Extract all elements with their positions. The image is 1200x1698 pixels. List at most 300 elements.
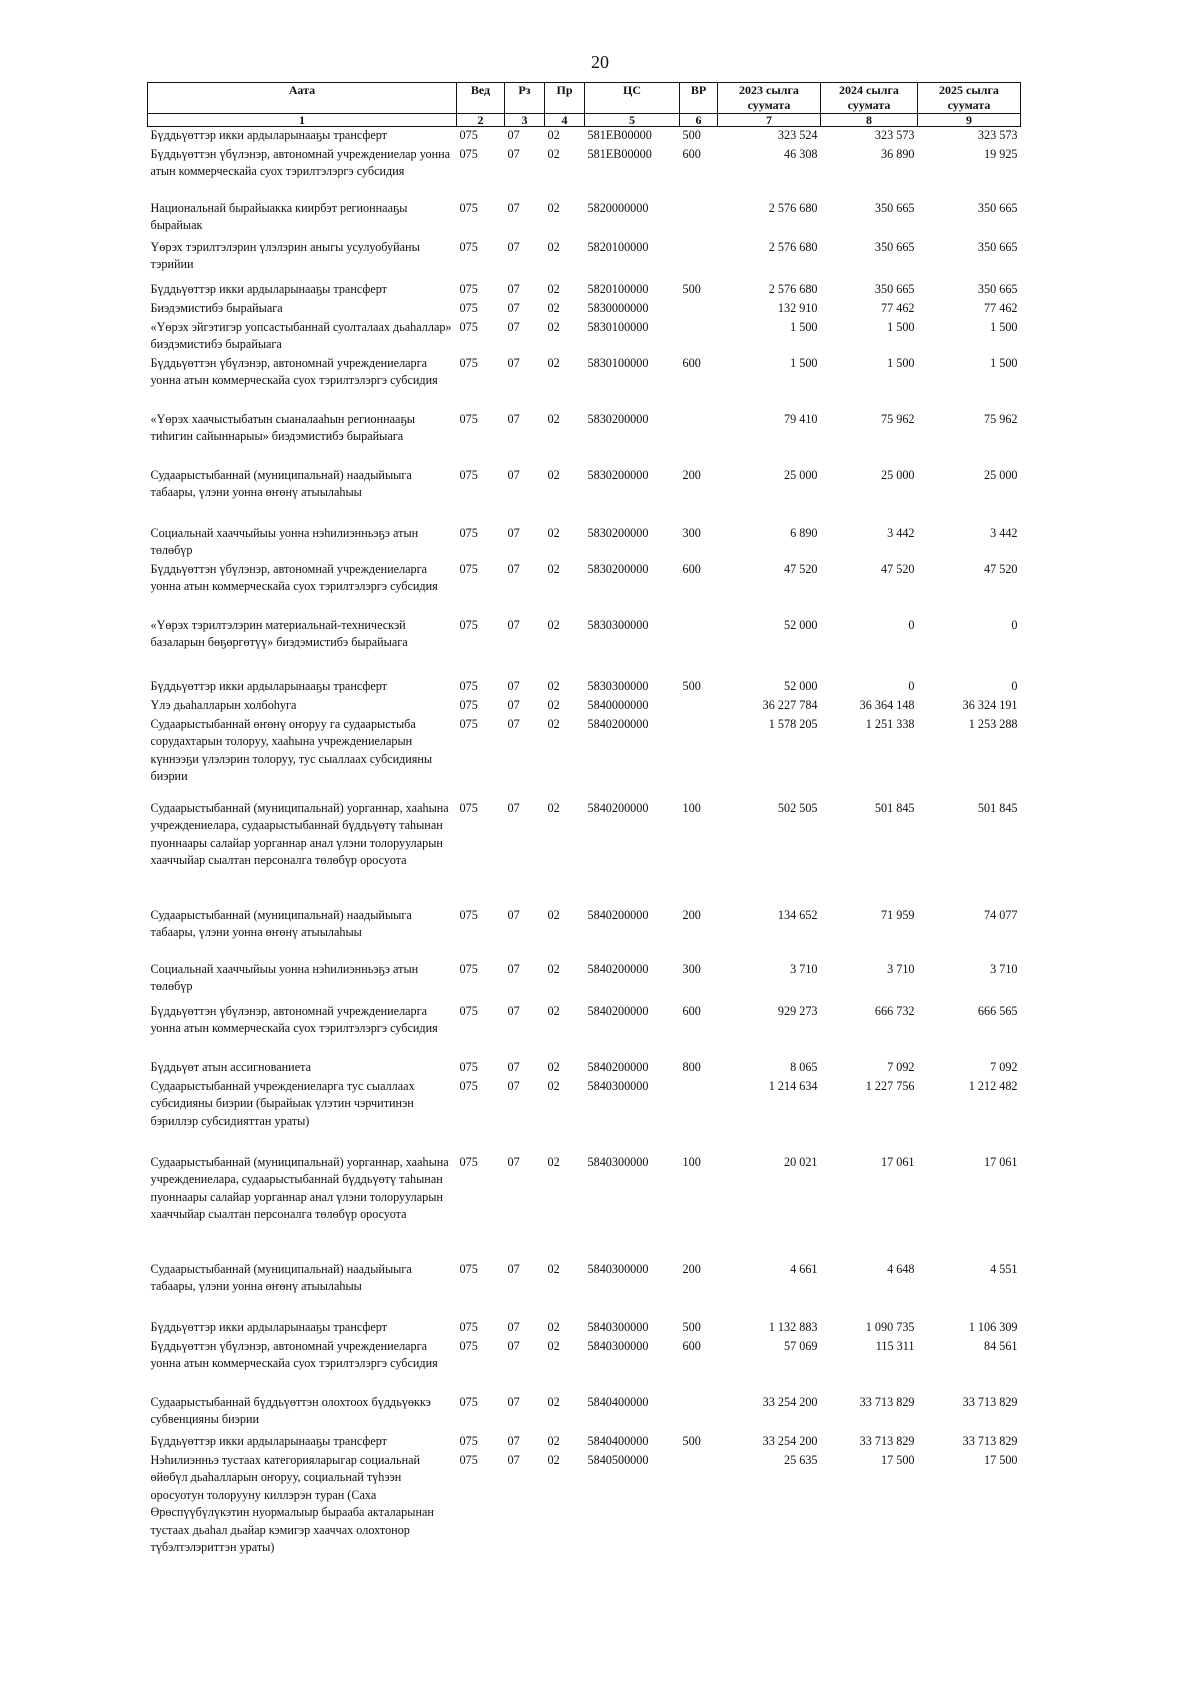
row-vr bbox=[680, 411, 718, 467]
row-cs: 5830200000 bbox=[587, 411, 649, 426]
row-amount-2025: 33 713 829 bbox=[962, 1394, 1018, 1409]
row-amount-2025: 350 665 bbox=[977, 200, 1018, 215]
row-amount-2025: 3 442 bbox=[990, 525, 1018, 540]
row-rz: 07 bbox=[507, 1078, 520, 1093]
row-rz: 07 bbox=[507, 678, 520, 693]
row-amount-2024: 3 710 bbox=[887, 961, 915, 976]
row-pr: 02 bbox=[547, 239, 560, 254]
row-name: Судаарыстыбаннай өҥөнү оҥоруу га судаарыстыба сорудахтарын толоруу, хааһына учреждениеларын күннээҕи үлэлэрин толоруу, тус сыаллаах субсидияны биэрии bbox=[150, 716, 433, 783]
row-cs: 5840000000 bbox=[587, 697, 649, 712]
row-cs: 5840500000 bbox=[587, 1452, 649, 1467]
row-amount-2023: 1 578 205 bbox=[768, 716, 818, 731]
row-amount-2023: 79 410 bbox=[783, 411, 818, 426]
row-amount-2025: 1 212 482 bbox=[968, 1078, 1018, 1093]
column-number: 4 bbox=[545, 114, 585, 127]
row-pr: 02 bbox=[547, 200, 560, 215]
row-amount-2024: 1 090 735 bbox=[865, 1319, 915, 1334]
row-cs: 5820100000 bbox=[587, 281, 649, 296]
row-vr: 600 bbox=[682, 355, 701, 370]
row-cs: 5830300000 bbox=[587, 678, 649, 693]
row-ved: 075 bbox=[459, 319, 478, 334]
column-number: 3 bbox=[505, 114, 545, 127]
row-amount-2025: 75 962 bbox=[983, 411, 1018, 426]
row-amount-2025: 666 565 bbox=[977, 1003, 1018, 1018]
row-amount-2025: 501 845 bbox=[977, 800, 1018, 815]
row-cs: 581EB00000 bbox=[587, 128, 652, 142]
row-rz: 07 bbox=[507, 907, 520, 922]
row-amount-2024: 3 442 bbox=[887, 525, 915, 540]
row-vr: 300 bbox=[682, 525, 701, 540]
row-amount-2025: 1 253 288 bbox=[968, 716, 1018, 731]
table-row bbox=[148, 907, 1021, 961]
row-amount-2025: 0 bbox=[1011, 617, 1018, 632]
row-vr: 100 bbox=[682, 1154, 701, 1169]
row-amount-2023: 33 254 200 bbox=[762, 1394, 818, 1409]
row-rz: 07 bbox=[507, 1059, 520, 1074]
row-vr bbox=[680, 697, 718, 716]
row-name: Бүддьүөттэн үбүлэнэр, автономнай учреждениеларга уонна атын коммерческайа суох тэрилтэлэргэ субсидия bbox=[150, 355, 438, 387]
row-vr bbox=[680, 300, 718, 319]
row-pr: 02 bbox=[547, 1394, 560, 1409]
row-ved: 075 bbox=[459, 281, 478, 296]
row-amount-2023: 6 890 bbox=[790, 525, 818, 540]
row-vr: 300 bbox=[682, 961, 701, 976]
column-header-2023: 2023 сылга суумата bbox=[718, 83, 821, 114]
row-name: Бүддьүөттэр икки ардыларынааҕы трансферт bbox=[150, 1319, 387, 1334]
row-amount-2024: 115 311 bbox=[875, 1338, 915, 1353]
column-header-aata: Аата bbox=[148, 83, 457, 114]
column-number: 9 bbox=[918, 114, 1021, 127]
row-pr: 02 bbox=[547, 1319, 560, 1334]
row-vr bbox=[680, 617, 718, 678]
row-amount-2025: 1 500 bbox=[990, 355, 1018, 370]
row-amount-2023: 4 661 bbox=[790, 1261, 818, 1276]
row-vr bbox=[680, 1394, 718, 1433]
column-numbers-row bbox=[148, 114, 1021, 127]
row-rz: 07 bbox=[507, 239, 520, 254]
row-cs: 5830200000 bbox=[587, 467, 649, 482]
row-name: «Үөрэх хаачыстыбатын сыаналааһын регионнааҕы тиһигин сайыннарыы» биэдэмистибэ бырайыага bbox=[150, 411, 415, 443]
row-pr: 02 bbox=[547, 525, 560, 540]
row-ved: 075 bbox=[459, 716, 478, 731]
column-labels-row bbox=[148, 83, 1021, 114]
row-name: Нэһилиэнньэ тустаах категорияларыгар социальнай өйөбүл дьаһалларын оҥоруу, социальнай түһээн оросуотун толорууну киллэрэн туран (Саха Өрөспүүбүлүкэтин нуормалыыр бырааба акталарынан тустаах дьаһал дьайар кэмигэр хааччах олохтонор түбэлтэлэриттэн ураты) bbox=[150, 1452, 434, 1554]
row-ved: 075 bbox=[459, 617, 478, 632]
row-amount-2025: 1 500 bbox=[990, 319, 1018, 334]
row-amount-2025: 74 077 bbox=[983, 907, 1018, 922]
column-number: 6 bbox=[680, 114, 718, 127]
row-amount-2024: 75 962 bbox=[880, 411, 915, 426]
row-cs: 5840300000 bbox=[587, 1319, 649, 1334]
row-amount-2023: 1 132 883 bbox=[768, 1319, 818, 1334]
table-row bbox=[148, 411, 1021, 467]
row-vr: 500 bbox=[682, 281, 701, 296]
row-amount-2023: 1 500 bbox=[790, 355, 818, 370]
row-ved: 075 bbox=[459, 1338, 478, 1353]
row-vr bbox=[680, 716, 718, 800]
column-header-cs: ЦС bbox=[585, 83, 680, 114]
row-amount-2023: 2 576 680 bbox=[768, 239, 818, 254]
row-amount-2024: 36 890 bbox=[880, 146, 915, 161]
row-amount-2024: 1 251 338 bbox=[865, 716, 915, 731]
row-amount-2023: 46 308 bbox=[783, 146, 818, 161]
row-amount-2023: 33 254 200 bbox=[762, 1433, 818, 1448]
row-vr: 600 bbox=[682, 1003, 701, 1018]
row-vr: 100 bbox=[682, 800, 701, 815]
row-ved: 075 bbox=[459, 678, 478, 693]
row-amount-2023: 52 000 bbox=[783, 617, 818, 632]
row-rz: 07 bbox=[507, 146, 520, 161]
row-name: Бүддьүөттэн үбүлэнэр, автономнай учреждениеларга уонна атын коммерческайа суох тэрилтэлэргэ субсидия bbox=[150, 561, 438, 593]
row-ved: 075 bbox=[459, 961, 478, 976]
row-vr: 500 bbox=[682, 1433, 701, 1448]
table-row bbox=[148, 239, 1021, 281]
row-pr: 02 bbox=[547, 355, 560, 370]
row-amount-2024: 77 462 bbox=[880, 300, 915, 315]
row-pr: 02 bbox=[547, 1078, 560, 1093]
row-ved: 075 bbox=[459, 128, 478, 142]
row-ved: 075 bbox=[459, 1078, 478, 1093]
table-row bbox=[148, 697, 1021, 716]
row-cs: 5840200000 bbox=[587, 800, 649, 815]
table-header bbox=[148, 83, 1021, 127]
row-cs: 5840200000 bbox=[587, 1003, 649, 1018]
row-cs: 5840300000 bbox=[587, 1078, 649, 1093]
column-header-rz: Рз bbox=[505, 83, 545, 114]
row-rz: 07 bbox=[507, 200, 520, 215]
row-ved: 075 bbox=[459, 561, 478, 576]
row-name: Бүддьүөттэр икки ардыларынааҕы трансферт bbox=[150, 281, 387, 296]
column-number: 2 bbox=[457, 114, 505, 127]
row-amount-2024: 501 845 bbox=[874, 800, 915, 815]
row-rz: 07 bbox=[507, 281, 520, 296]
row-rz: 07 bbox=[507, 1261, 520, 1276]
row-rz: 07 bbox=[507, 1433, 520, 1448]
row-pr: 02 bbox=[547, 1154, 560, 1169]
row-pr: 02 bbox=[547, 128, 560, 142]
table-row bbox=[148, 127, 1021, 146]
row-vr bbox=[680, 1452, 718, 1557]
row-amount-2023: 2 576 680 bbox=[768, 200, 818, 215]
row-name: Национальнай бырайыакка киирбэт регионнааҕы бырайыак bbox=[150, 200, 408, 232]
row-cs: 5830300000 bbox=[587, 617, 649, 632]
row-name: Бүддьүөттэн үбүлэнэр, автономнай учреждениелар уонна атын коммерческайа суох тэрилтэлэргэ субсидия bbox=[150, 146, 451, 178]
row-vr: 800 bbox=[682, 1059, 701, 1074]
row-pr: 02 bbox=[547, 617, 560, 632]
table-row bbox=[148, 961, 1021, 1003]
row-pr: 02 bbox=[547, 961, 560, 976]
row-name: Судаарыстыбаннай (муниципальнай) наадыйыыга табаары, үлэни уонна өҥөнү атыылаһыы bbox=[150, 467, 412, 499]
column-header-2025: 2025 сылга суумата bbox=[918, 83, 1021, 114]
row-ved: 075 bbox=[459, 1394, 478, 1409]
table-row bbox=[148, 355, 1021, 411]
row-cs: 581EB00000 bbox=[587, 146, 652, 161]
row-amount-2023: 132 910 bbox=[777, 300, 818, 315]
row-amount-2025: 36 324 191 bbox=[962, 697, 1018, 712]
row-amount-2023: 20 021 bbox=[783, 1154, 818, 1169]
row-cs: 5840200000 bbox=[587, 716, 649, 731]
row-name: Бүддьүөт атын ассигнованиета bbox=[150, 1059, 311, 1074]
row-ved: 075 bbox=[459, 1452, 478, 1467]
row-pr: 02 bbox=[547, 697, 560, 712]
table-row bbox=[148, 1261, 1021, 1319]
row-vr: 500 bbox=[682, 678, 701, 693]
row-amount-2024: 0 bbox=[908, 678, 915, 693]
row-pr: 02 bbox=[547, 1003, 560, 1018]
row-pr: 02 bbox=[547, 1059, 560, 1074]
row-ved: 075 bbox=[459, 355, 478, 370]
table-row bbox=[148, 1154, 1021, 1261]
row-amount-2024: 71 959 bbox=[880, 907, 915, 922]
row-amount-2023: 25 635 bbox=[783, 1452, 818, 1467]
row-amount-2023: 1 214 634 bbox=[768, 1078, 818, 1093]
column-header-pr: Пр bbox=[545, 83, 585, 114]
row-vr bbox=[680, 1078, 718, 1154]
row-vr: 500 bbox=[682, 128, 701, 142]
table-body bbox=[148, 127, 1021, 1557]
table-row bbox=[148, 146, 1021, 200]
row-amount-2023: 323 524 bbox=[777, 128, 818, 142]
row-pr: 02 bbox=[547, 1338, 560, 1353]
table-row bbox=[148, 281, 1021, 300]
row-rz: 07 bbox=[507, 525, 520, 540]
column-number: 5 bbox=[585, 114, 680, 127]
table-row bbox=[148, 617, 1021, 678]
row-rz: 07 bbox=[507, 1452, 520, 1467]
row-ved: 075 bbox=[459, 800, 478, 815]
row-name: Судаарыстыбаннай учреждениеларга тус сыаллаах субсидияны биэрии (бырайыак үлэтин чэрчитинэн бэриллэр субсидияттан ураты) bbox=[150, 1078, 415, 1128]
row-amount-2025: 77 462 bbox=[983, 300, 1018, 315]
row-amount-2025: 323 573 bbox=[977, 128, 1018, 142]
row-name: Бүддьүөттэр икки ардыларынааҕы трансферт bbox=[150, 1433, 387, 1448]
row-amount-2023: 3 710 bbox=[790, 961, 818, 976]
row-name: Бүддьүөттэн үбүлэнэр, автономнай учреждениеларга уонна атын коммерческайа суох тэрилтэлэргэ субсидия bbox=[150, 1003, 438, 1035]
row-amount-2025: 350 665 bbox=[977, 239, 1018, 254]
table-row bbox=[148, 678, 1021, 697]
row-rz: 07 bbox=[507, 300, 520, 315]
row-amount-2025: 25 000 bbox=[983, 467, 1018, 482]
row-amount-2025: 350 665 bbox=[977, 281, 1018, 296]
table-row bbox=[148, 525, 1021, 561]
row-ved: 075 bbox=[459, 1261, 478, 1276]
row-amount-2024: 33 713 829 bbox=[859, 1394, 915, 1409]
row-name: Биэдэмистибэ бырайыага bbox=[150, 300, 283, 315]
row-rz: 07 bbox=[507, 561, 520, 576]
row-rz: 07 bbox=[507, 1394, 520, 1409]
row-amount-2023: 36 227 784 bbox=[762, 697, 818, 712]
row-amount-2024: 1 500 bbox=[887, 319, 915, 334]
row-amount-2023: 25 000 bbox=[783, 467, 818, 482]
row-ved: 075 bbox=[459, 1154, 478, 1169]
column-number: 1 bbox=[148, 114, 457, 127]
row-amount-2023: 134 652 bbox=[777, 907, 818, 922]
row-ved: 075 bbox=[459, 525, 478, 540]
row-amount-2025: 17 500 bbox=[983, 1452, 1018, 1467]
row-amount-2024: 350 665 bbox=[874, 239, 915, 254]
row-vr: 500 bbox=[682, 1319, 701, 1334]
row-amount-2024: 17 061 bbox=[880, 1154, 915, 1169]
row-ved: 075 bbox=[459, 1003, 478, 1018]
row-name: «Үөрэх тэрилтэлэрин материальнай-техническэй базаларын бөҕөргөтүү» биэдэмистибэ бырайыага bbox=[150, 617, 408, 649]
row-rz: 07 bbox=[507, 697, 520, 712]
row-amount-2023: 47 520 bbox=[783, 561, 818, 576]
table-row bbox=[148, 1319, 1021, 1338]
row-pr: 02 bbox=[547, 411, 560, 426]
row-ved: 075 bbox=[459, 1433, 478, 1448]
row-pr: 02 bbox=[547, 1433, 560, 1448]
row-name: Үөрэх тэрилтэлэрин үлэлэрин аныгы усулуобуйаны тэрийии bbox=[150, 239, 420, 271]
row-cs: 5830200000 bbox=[587, 525, 649, 540]
row-ved: 075 bbox=[459, 697, 478, 712]
row-cs: 5830100000 bbox=[587, 355, 649, 370]
row-pr: 02 bbox=[547, 1261, 560, 1276]
row-pr: 02 bbox=[547, 678, 560, 693]
table-row bbox=[148, 300, 1021, 319]
row-pr: 02 bbox=[547, 561, 560, 576]
row-ved: 075 bbox=[459, 907, 478, 922]
column-number: 8 bbox=[821, 114, 918, 127]
row-cs: 5840400000 bbox=[587, 1394, 649, 1409]
row-amount-2024: 1 500 bbox=[887, 355, 915, 370]
column-header-2024: 2024 сылга суумата bbox=[821, 83, 918, 114]
row-amount-2023: 1 500 bbox=[790, 319, 818, 334]
row-rz: 07 bbox=[507, 467, 520, 482]
row-rz: 07 bbox=[507, 800, 520, 815]
row-amount-2023: 52 000 bbox=[783, 678, 818, 693]
row-ved: 075 bbox=[459, 467, 478, 482]
row-vr: 600 bbox=[682, 1338, 701, 1353]
row-name: Судаарыстыбаннай (муниципальнай) наадыйыыга табаары, үлэни уонна өҥөнү атыылаһыы bbox=[150, 907, 412, 939]
row-name: Социальнай хааччыйыы уонна нэһилиэнньэҕэ атын төлөбүр bbox=[150, 961, 419, 993]
row-vr bbox=[680, 200, 718, 239]
row-name: Бүддьүөттэр икки ардыларынааҕы трансферт bbox=[150, 128, 387, 142]
table-row bbox=[148, 319, 1021, 355]
row-ved: 075 bbox=[459, 200, 478, 215]
row-rz: 07 bbox=[507, 1319, 520, 1334]
row-amount-2024: 36 364 148 bbox=[859, 697, 915, 712]
row-name: Бүддьүөттэн үбүлэнэр, автономнай учреждениеларга уонна атын коммерческайа суох тэрилтэлэргэ субсидия bbox=[150, 1338, 438, 1370]
row-rz: 07 bbox=[507, 128, 520, 142]
row-cs: 5830200000 bbox=[587, 561, 649, 576]
table-row bbox=[148, 1338, 1021, 1394]
row-amount-2024: 1 227 756 bbox=[865, 1078, 915, 1093]
row-amount-2024: 666 732 bbox=[874, 1003, 915, 1018]
row-cs: 5840400000 bbox=[587, 1433, 649, 1448]
column-number: 7 bbox=[718, 114, 821, 127]
row-ved: 075 bbox=[459, 146, 478, 161]
row-amount-2023: 8 065 bbox=[790, 1059, 818, 1074]
table-row bbox=[148, 1059, 1021, 1078]
row-cs: 5840200000 bbox=[587, 1059, 649, 1074]
row-amount-2024: 25 000 bbox=[880, 467, 915, 482]
row-pr: 02 bbox=[547, 319, 560, 334]
row-rz: 07 bbox=[507, 411, 520, 426]
row-amount-2025: 17 061 bbox=[983, 1154, 1018, 1169]
row-rz: 07 bbox=[507, 355, 520, 370]
table-row bbox=[148, 1452, 1021, 1557]
row-amount-2023: 2 576 680 bbox=[768, 281, 818, 296]
column-header-vr: ВР bbox=[680, 83, 718, 114]
row-pr: 02 bbox=[547, 281, 560, 296]
row-rz: 07 bbox=[507, 617, 520, 632]
row-cs: 5820000000 bbox=[587, 200, 649, 215]
row-rz: 07 bbox=[507, 1154, 520, 1169]
row-rz: 07 bbox=[507, 961, 520, 976]
row-amount-2023: 502 505 bbox=[777, 800, 818, 815]
table-row bbox=[148, 800, 1021, 907]
row-vr: 200 bbox=[682, 1261, 701, 1276]
page-number: 20 bbox=[591, 52, 609, 72]
row-name: Судаарыстыбаннай (муниципальнай) уорганнар, хааһына учреждениелара, судаарыстыбаннай бүддьүөтү таһынан пуоннаары салайар уорганнар анал үлэни толорууларын хааччыйар сыалтан персоналга төлөбүр оросуота bbox=[150, 800, 449, 867]
row-amount-2025: 84 561 bbox=[983, 1338, 1018, 1353]
row-name: Бүддьүөттэр икки ардыларынааҕы трансферт bbox=[150, 678, 387, 693]
row-pr: 02 bbox=[547, 907, 560, 922]
row-cs: 5820100000 bbox=[587, 239, 649, 254]
row-cs: 5840200000 bbox=[587, 907, 649, 922]
row-amount-2024: 7 092 bbox=[887, 1059, 915, 1074]
column-header-ved: Вед bbox=[457, 83, 505, 114]
row-name: Үлэ дьаһалларын холбоһуга bbox=[150, 697, 297, 712]
row-name: Судаарыстыбаннай бүддьүөттэн олохтоох бүддьүөккэ субвенцияны биэрии bbox=[150, 1394, 431, 1426]
row-amount-2024: 17 500 bbox=[880, 1452, 915, 1467]
row-amount-2024: 0 bbox=[908, 617, 915, 632]
row-cs: 5830000000 bbox=[587, 300, 649, 315]
row-rz: 07 bbox=[507, 716, 520, 731]
row-name: «Үөрэх эйгэтигэр уопсастыбаннай суолталаах дьаһаллар» биэдэмистибэ бырайыага bbox=[150, 319, 452, 351]
row-amount-2025: 4 551 bbox=[990, 1261, 1018, 1276]
table-row bbox=[148, 716, 1021, 800]
row-rz: 07 bbox=[507, 1003, 520, 1018]
budget-table bbox=[147, 82, 1021, 1557]
row-ved: 075 bbox=[459, 411, 478, 426]
row-cs: 5840300000 bbox=[587, 1261, 649, 1276]
row-ved: 075 bbox=[459, 1059, 478, 1074]
row-ved: 075 bbox=[459, 300, 478, 315]
row-amount-2025: 33 713 829 bbox=[962, 1433, 1018, 1448]
row-amount-2024: 350 665 bbox=[874, 281, 915, 296]
row-vr: 600 bbox=[682, 146, 701, 161]
row-pr: 02 bbox=[547, 467, 560, 482]
row-amount-2023: 57 069 bbox=[783, 1338, 818, 1353]
row-amount-2024: 323 573 bbox=[874, 128, 915, 142]
row-vr bbox=[680, 319, 718, 355]
row-amount-2024: 350 665 bbox=[874, 200, 915, 215]
row-cs: 5840200000 bbox=[587, 961, 649, 976]
row-name: Судаарыстыбаннай (муниципальнай) наадыйыыга табаары, үлэни уонна өҥөнү атыылаһыы bbox=[150, 1261, 412, 1293]
row-amount-2025: 47 520 bbox=[983, 561, 1018, 576]
row-amount-2024: 4 648 bbox=[887, 1261, 915, 1276]
row-pr: 02 bbox=[547, 800, 560, 815]
row-ved: 075 bbox=[459, 239, 478, 254]
row-amount-2025: 0 bbox=[1011, 678, 1018, 693]
row-pr: 02 bbox=[547, 300, 560, 315]
row-amount-2025: 1 106 309 bbox=[968, 1319, 1018, 1334]
row-rz: 07 bbox=[507, 1338, 520, 1353]
row-rz: 07 bbox=[507, 319, 520, 334]
row-pr: 02 bbox=[547, 1452, 560, 1467]
table-row bbox=[148, 1394, 1021, 1433]
table-row bbox=[148, 1433, 1021, 1452]
row-cs: 5830100000 bbox=[587, 319, 649, 334]
row-pr: 02 bbox=[547, 146, 560, 161]
table-row bbox=[148, 561, 1021, 617]
row-pr: 02 bbox=[547, 716, 560, 731]
row-name: Социальнай хааччыйыы уонна нэһилиэнньэҕэ атын төлөбүр bbox=[150, 525, 419, 557]
row-vr: 600 bbox=[682, 561, 701, 576]
row-cs: 5840300000 bbox=[587, 1154, 649, 1169]
row-cs: 5840300000 bbox=[587, 1338, 649, 1353]
table-row bbox=[148, 467, 1021, 525]
